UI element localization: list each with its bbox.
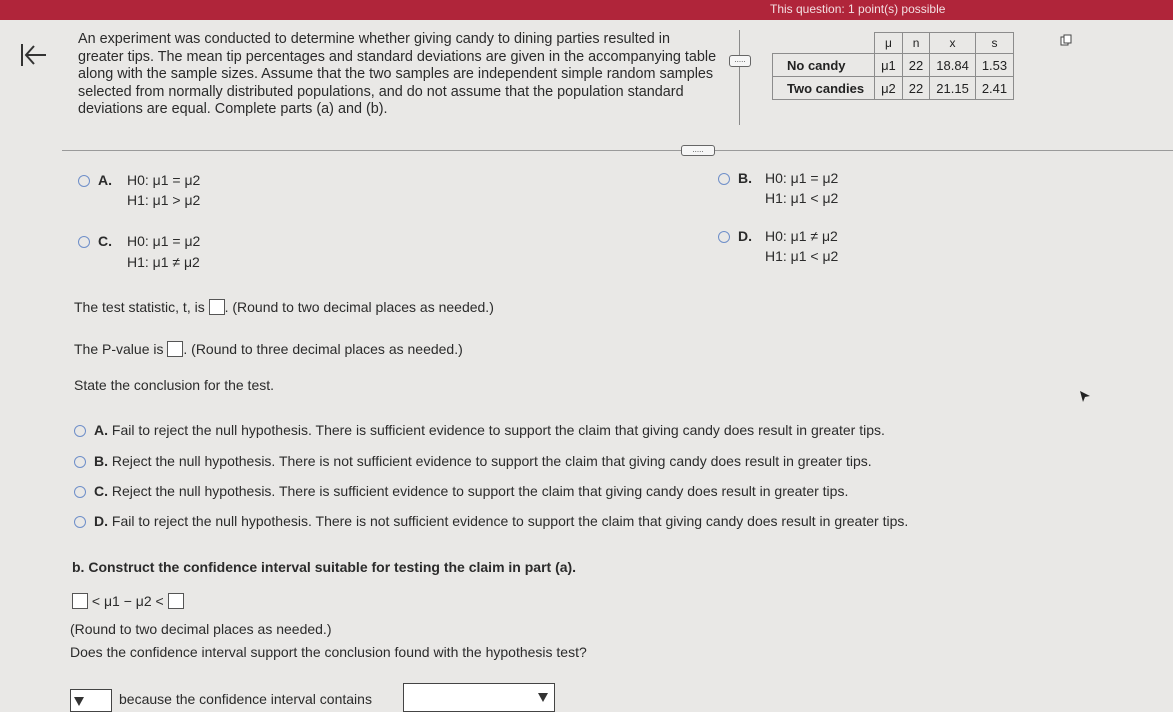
problem-statement: An experiment was conducted to determine whether giving candy to dining parties resulted in greater tips. The mean tip percentages and standard deviations are given in the accompanying table along with the sample sizes. Assume that the two samples are independent simple random samples selected from normally distributed populations, and do not assume that the population standard deviations are equal. Complete parts (a) and (b). — [78, 31, 717, 117]
hypothesis-option-d[interactable]: D. — [718, 228, 752, 244]
copy-icon[interactable] — [1060, 34, 1072, 46]
hypothesis-h0: H0: μ1 ≠ μ2 — [765, 228, 838, 244]
contains-dropdown[interactable] — [403, 683, 555, 712]
hypothesis-h0: H0: μ1 = μ2 — [127, 233, 201, 249]
confidence-interval-line: < μ1 − μ2 < — [72, 593, 184, 609]
conclusion-option-b[interactable]: B. Reject the null hypothesis. There is not sufficient evidence to support the claim that giving candy does result in greater tips. — [74, 453, 872, 469]
table-row — [773, 54, 1014, 77]
support-question: Does the confidence interval support the conclusion found with the hypothesis test? — [70, 644, 587, 660]
hypothesis-h1: H1: μ1 > μ2 — [127, 192, 201, 208]
p-value-input[interactable] — [167, 341, 183, 357]
conclusion-option-d[interactable]: D. Fail to reject the null hypothesis. There is not sufficient evidence to support the claim that giving candy does result in greater tips. — [74, 513, 908, 529]
conclusion-option-c[interactable]: C. Reject the null hypothesis. There is sufficient evidence to support the claim that giving candy does result in greater tips. — [74, 483, 848, 499]
table-cell: 2.41 — [975, 77, 1013, 100]
table-cell: 22 — [902, 77, 929, 100]
table-header-cell — [773, 33, 875, 54]
table-cell: μ1 — [875, 54, 903, 77]
panel-divider — [739, 30, 740, 125]
hypothesis-option-b[interactable]: B. — [718, 170, 752, 186]
table-header-cell: x — [930, 33, 976, 54]
table-cell: 22 — [902, 54, 929, 77]
radio-icon[interactable] — [78, 236, 90, 248]
back-arrow-icon[interactable] — [16, 38, 50, 72]
chevron-down-icon — [74, 697, 84, 706]
hypothesis-h0: H0: μ1 = μ2 — [765, 170, 839, 186]
radio-icon[interactable] — [74, 516, 86, 528]
support-dropdown[interactable] — [70, 689, 112, 712]
radio-icon[interactable] — [74, 425, 86, 437]
part-b-title: b. Construct the confidence interval suitable for testing the claim in part (a). — [72, 559, 577, 575]
hypothesis-h1: H1: μ1 ≠ μ2 — [127, 254, 200, 270]
expand-section-button[interactable]: ..... — [681, 145, 715, 156]
table-cell: Two candies — [773, 77, 875, 100]
table-cell: μ2 — [875, 77, 903, 100]
radio-icon[interactable] — [78, 175, 90, 187]
table-cell: 1.53 — [975, 54, 1013, 77]
ci-upper-input[interactable] — [168, 593, 184, 609]
table-cell: No candy — [773, 54, 875, 77]
header-title: This question: 1 point(s) possible — [770, 2, 946, 16]
table-header-cell: n — [902, 33, 929, 54]
hypothesis-h1: H1: μ1 < μ2 — [765, 248, 839, 264]
table-cell: 21.15 — [930, 77, 976, 100]
test-statistic-line: The test statistic, t, is . (Round to two decimal places as needed.) — [74, 299, 494, 315]
mouse-cursor-icon — [1079, 390, 1091, 404]
radio-icon[interactable] — [74, 486, 86, 498]
radio-icon[interactable] — [718, 231, 730, 243]
data-table — [772, 32, 1014, 100]
table-header-cell: s — [975, 33, 1013, 54]
because-text: because the confidence interval contains — [119, 691, 372, 707]
table-row — [773, 77, 1014, 100]
hypothesis-option-a[interactable]: A. — [78, 172, 112, 188]
hypothesis-h0: H0: μ1 = μ2 — [127, 172, 201, 188]
section-divider — [62, 150, 1173, 151]
table-header-cell: μ — [875, 33, 903, 54]
hypothesis-h1: H1: μ1 < μ2 — [765, 190, 839, 206]
ci-lower-input[interactable] — [72, 593, 88, 609]
test-statistic-input[interactable] — [209, 299, 225, 315]
expand-panel-button[interactable]: ..... — [729, 55, 751, 67]
table-header-row — [773, 33, 1014, 54]
radio-icon[interactable] — [74, 456, 86, 468]
conclusion-prompt: State the conclusion for the test. — [74, 377, 275, 393]
table-cell: 18.84 — [930, 54, 976, 77]
hypothesis-option-c[interactable]: C. — [78, 233, 112, 249]
chevron-down-icon — [538, 693, 548, 702]
radio-icon[interactable] — [718, 173, 730, 185]
rounding-note: (Round to two decimal places as needed.) — [70, 621, 332, 637]
p-value-line: The P-value is . (Round to three decimal places as needed.) — [74, 341, 463, 357]
header-bar — [0, 0, 1173, 20]
conclusion-option-a[interactable]: A. Fail to reject the null hypothesis. There is sufficient evidence to support the claim that giving candy does result in greater tips. — [74, 422, 885, 438]
